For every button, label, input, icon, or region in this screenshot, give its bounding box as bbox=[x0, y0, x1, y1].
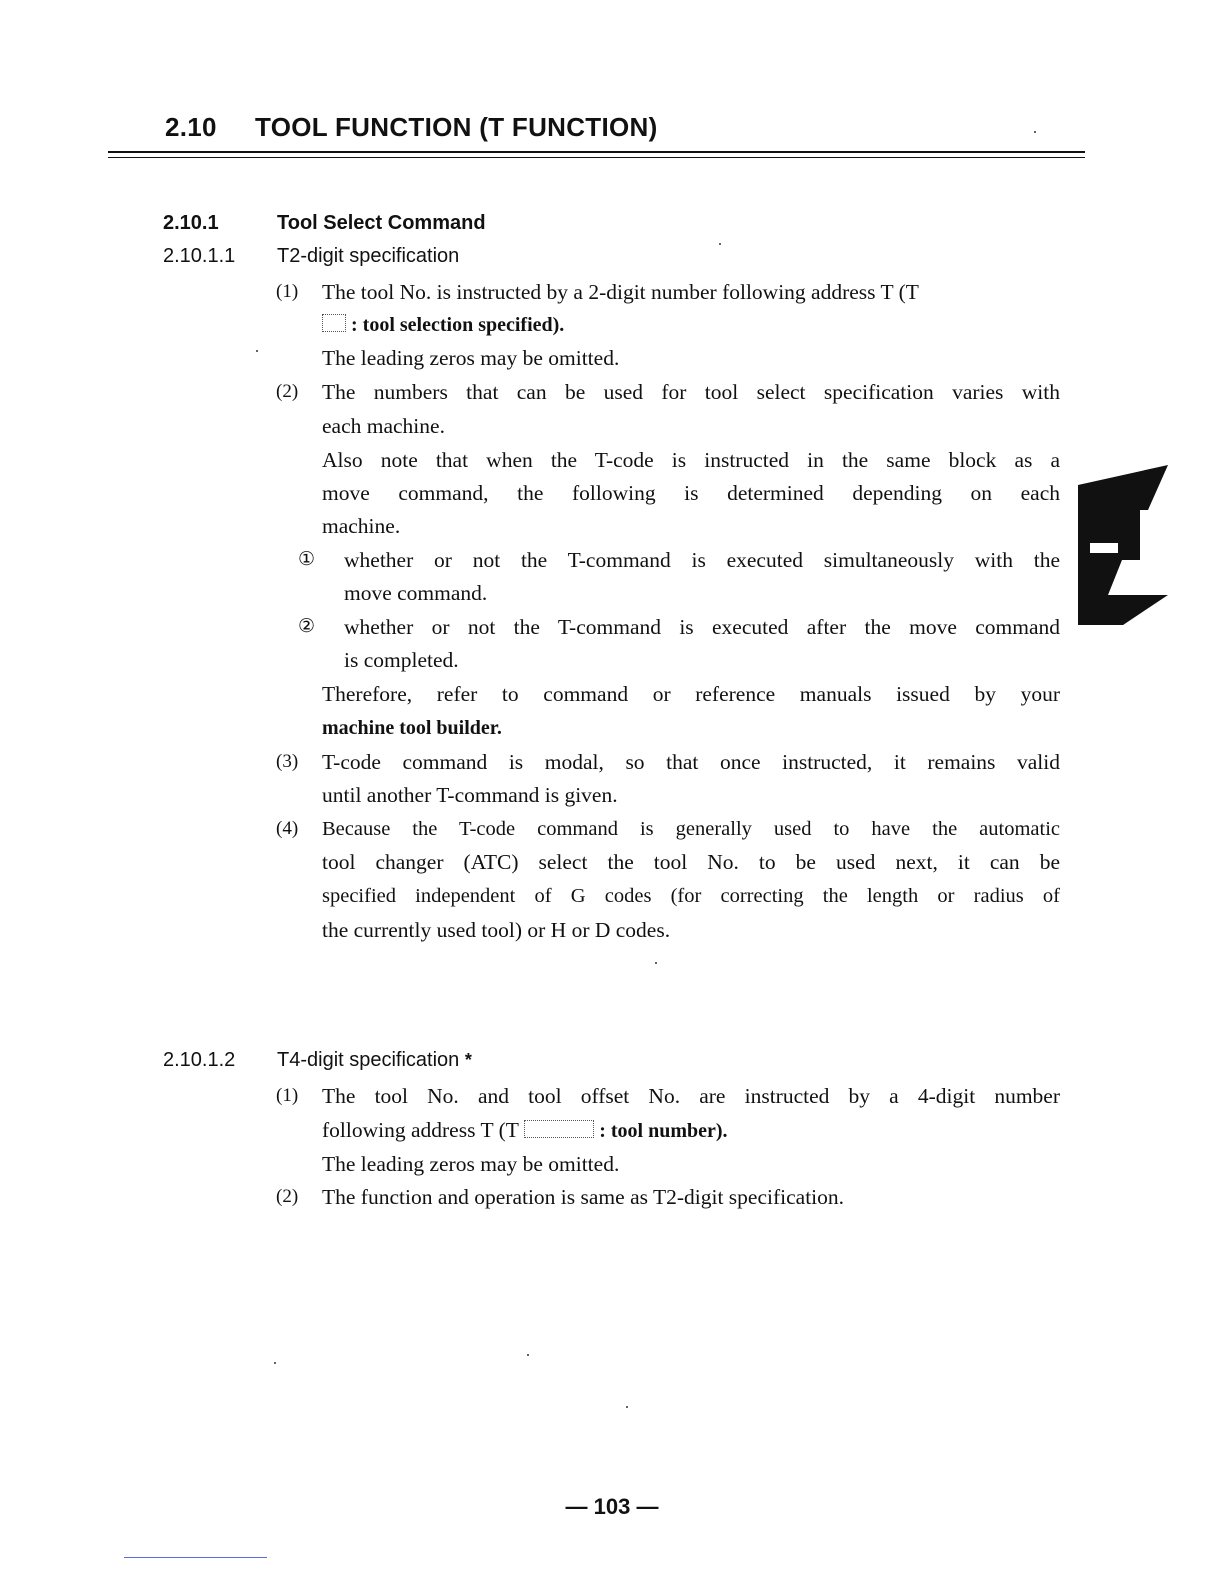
t2-item4-line4: the currently used tool) or H or D codes. bbox=[322, 918, 671, 942]
scan-speck bbox=[274, 1362, 276, 1364]
heading-number: 2.10.1.2 bbox=[163, 1049, 236, 1071]
title-rule-top bbox=[108, 151, 1085, 153]
sub-item-marker: ② bbox=[298, 616, 316, 637]
t2-item4-line1: Because the T-code command is generally used to have the automatic bbox=[322, 818, 1060, 840]
t2-sub1-line1: whether or not the T-command is executed simultaneously with the bbox=[344, 548, 1060, 572]
page-number: — 103 — bbox=[565, 1494, 659, 1519]
t2-item2-line5: machine. bbox=[322, 514, 401, 538]
section-title bbox=[165, 112, 658, 143]
heading-text: T2-digit specification bbox=[277, 245, 460, 267]
heading-text: Tool Select Command bbox=[277, 212, 486, 234]
scan-speck bbox=[527, 1354, 529, 1356]
t2-item3-line2: until another T-command is given. bbox=[322, 783, 618, 807]
t2-item2-line3: Also note that when the T-code is instructed in the same block as a bbox=[322, 448, 1060, 472]
section-title-text: TOOL FUNCTION (T FUNCTION) bbox=[255, 112, 658, 142]
item-marker: (1) bbox=[276, 1085, 299, 1106]
sub-item-marker: ① bbox=[298, 549, 316, 570]
t4-item1-line2-before: following address T (T bbox=[322, 1118, 519, 1142]
t4-item1-line2-after: : tool number). bbox=[599, 1120, 728, 1142]
heading-text bbox=[277, 1049, 472, 1072]
t2-item4-line3: specified independent of G codes (for correcting the length or radius of bbox=[322, 885, 1060, 907]
t4-item1-line3: The leading zeros may be omitted. bbox=[322, 1152, 620, 1176]
item-marker: (3) bbox=[276, 751, 299, 772]
chapter-thumb-tab-icon bbox=[1078, 465, 1168, 625]
t2-item2-line7: machine tool builder. bbox=[322, 717, 502, 739]
t2-sub1-line2: move command. bbox=[344, 581, 488, 605]
t2-item2-line1: The numbers that can be used for tool select specification varies with bbox=[322, 380, 1060, 404]
scan-speck bbox=[256, 350, 258, 352]
heading-number: 2.10.1.1 bbox=[163, 245, 236, 267]
digit-box-icon bbox=[524, 1120, 594, 1138]
bottom-edge-line bbox=[124, 1557, 267, 1558]
t4-item1-line1: The tool No. and tool offset No. are instructed by a 4-digit number bbox=[322, 1084, 1060, 1108]
t2-item1-line1: The tool No. is instructed by a 2-digit number following address T (T bbox=[322, 280, 919, 304]
t2-item1-line2-text: : tool selection specified). bbox=[351, 314, 565, 336]
section-number: 2.10 bbox=[165, 112, 217, 142]
t2-item1-line2 bbox=[322, 312, 564, 338]
digit-box-icon bbox=[322, 314, 346, 332]
t4-item1-line2 bbox=[322, 1117, 728, 1144]
heading-title: T4-digit specification bbox=[277, 1049, 460, 1071]
scan-speck bbox=[626, 1406, 628, 1408]
option-mark: * bbox=[464, 1050, 472, 1070]
t2-item4-line2: tool changer (ATC) select the tool No. to be used next, it can be bbox=[322, 850, 1060, 874]
t2-item2-line6: Therefore, refer to command or reference manuals issued by your bbox=[322, 682, 1060, 706]
scan-speck bbox=[655, 962, 657, 964]
item-marker: (4) bbox=[276, 818, 299, 839]
t2-item3-line1: T-code command is modal, so that once instructed, it remains valid bbox=[322, 750, 1060, 774]
t4-item2-line1: The function and operation is same as T2-digit specification. bbox=[322, 1185, 845, 1209]
item-marker: (2) bbox=[276, 381, 299, 402]
title-rule-bottom bbox=[108, 157, 1085, 158]
t2-item2-line2: each machine. bbox=[322, 414, 445, 438]
item-marker: (2) bbox=[276, 1186, 299, 1207]
scan-speck bbox=[1034, 131, 1036, 133]
t2-item2-line4: move command, the following is determined depending on each bbox=[322, 481, 1060, 505]
t2-sub2-line1: whether or not the T-command is executed after the move command bbox=[344, 615, 1060, 639]
t2-item1-line3: The leading zeros may be omitted. bbox=[322, 346, 620, 370]
t2-sub2-line2: is completed. bbox=[344, 648, 459, 672]
scan-speck bbox=[719, 243, 721, 245]
heading-number: 2.10.1 bbox=[163, 212, 219, 234]
item-marker: (1) bbox=[276, 281, 299, 302]
